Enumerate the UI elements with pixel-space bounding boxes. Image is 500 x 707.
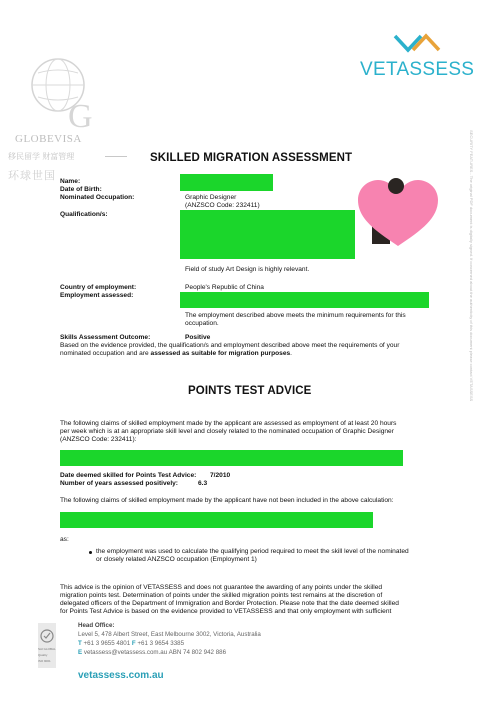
cert-line1: SAI GLOBAL — [38, 647, 56, 651]
heart-sticker-icon — [354, 176, 442, 248]
globe-watermark-icon — [28, 55, 93, 135]
page-title: SKILLED MIGRATION ASSESSMENT — [150, 152, 353, 164]
bullet-line2: or closely related ANZSCO occupation (Employment 1) — [96, 556, 257, 563]
watermark-line3: 环球世国 — [8, 170, 56, 182]
redaction-name — [180, 174, 273, 191]
points-paragraph-line2: per week which is at an appropriate skill level and closely related to the nominated occupation of Graphic Designer — [60, 428, 394, 435]
country-value: People's Republic of China — [185, 284, 264, 291]
redaction-points-employment — [60, 450, 403, 466]
outcome-line2-a: nominated occupation and are — [60, 350, 151, 357]
years-value: 6.3 — [198, 480, 208, 487]
employment-note-line1: The employment described above meets the minimum requirements for this — [185, 312, 406, 319]
redaction-qualification — [180, 210, 355, 259]
cert-line3: ISO 9001 — [38, 659, 51, 663]
employment-note-line2: occupation. — [185, 320, 219, 327]
fax-number: +61 3 9654 3385 — [137, 639, 185, 647]
footer-email-row — [78, 649, 261, 658]
advice-line4: for Points Test Advice is based on the evidence provided to VETASSESS and that only employment with sufficient — [60, 608, 392, 615]
country-label: Country of employment: — [60, 284, 137, 291]
watermark-line2: 移民留学 财富管理 — [8, 152, 75, 161]
footer-contact — [78, 622, 261, 658]
advice-line2: migration points test. Determination of points under the skilled migration points test remains at the discretion of — [60, 592, 383, 599]
outcome-line2-b: assessed as suitable for migration purposes — [150, 350, 291, 357]
head-office-label: Head Office: — [78, 622, 115, 629]
bullet-dot — [89, 551, 92, 554]
vetassess-logo — [360, 30, 480, 85]
fax-label: F — [131, 639, 136, 647]
phone-label: T — [78, 639, 82, 647]
cert-mark-icon — [38, 627, 56, 645]
outcome-value: Positive — [185, 334, 211, 341]
email-abn: vetassess@vetassess.com.au ABN 74 802 942 886 — [83, 648, 227, 656]
cert-line2: Quality — [38, 653, 48, 657]
footer-address: Level 5, 478 Albert Street, East Melbourne 3002, Victoria, Australia — [78, 630, 261, 638]
phone-number: +61 3 9655 4801 — [83, 639, 131, 647]
outcome-label: Skills Assessment Outcome: — [60, 334, 151, 341]
watermark — [8, 55, 130, 195]
advice-line1: This advice is the opinion of VETASSESS and does not guarantee the awarding of any points under the skilled — [60, 584, 383, 591]
not-included-text: The following claims of skilled employment made by the applicant have not been included in the above calculation: — [60, 497, 394, 504]
occupation-label: Nominated Occupation: — [60, 194, 135, 201]
as-label: as: — [60, 536, 69, 543]
points-paragraph-line1: The following claims of skilled employment made by the applicant are assessed as employment of at least 20 hours — [60, 420, 397, 427]
logo-mark-icon — [393, 30, 443, 56]
qualification-note: Field of study Art Design is highly relevant. — [185, 266, 310, 273]
outcome-paragraph-line1: Based on the evidence provided, the qualification/s and employment described above meet the requirements of your — [60, 342, 400, 349]
footer-phone-row — [78, 640, 261, 649]
redaction-excluded-employment — [60, 512, 373, 528]
certification-badge — [38, 623, 56, 668]
deemed-date-label: Date deemed skilled for Points Test Advice: — [60, 472, 197, 479]
points-title: POINTS TEST ADVICE — [188, 385, 312, 397]
outcome-paragraph-line2 — [60, 350, 292, 358]
redaction-employment — [180, 292, 429, 308]
name-label: Name: — [60, 178, 81, 185]
occupation-value-line2: (ANZSCO Code: 232411) — [185, 202, 260, 209]
years-label: Number of years assessed positively: — [60, 480, 179, 487]
svg-text:G: G — [68, 98, 93, 135]
watermark-dash — [105, 156, 127, 157]
qualification-label: Qualification/s: — [60, 211, 108, 218]
employment-label: Employment assessed: — [60, 292, 134, 299]
logo-text: VETASSESS — [360, 59, 475, 80]
security-sidebar: SECURITY FEATURES - The original PDF document is digitally signed. If concerned about the authenticity of this document please contact VETASSESS — [469, 130, 474, 402]
watermark-brand: GLOBEVISA — [15, 133, 82, 145]
bullet-line1: the employment was used to calculate the qualifying period required to meet the skill level of the nominated — [96, 548, 409, 555]
footer-website[interactable]: vetassess.com.au — [78, 670, 164, 681]
deemed-date-value: 7/2010 — [210, 472, 231, 479]
advice-line3: delegated officers of the Department of Immigration and Border Protection. Please note that the date deemed skilled — [60, 600, 399, 607]
dob-label: Date of Birth: — [60, 186, 102, 193]
outcome-line2-c: . — [290, 350, 293, 357]
email-label: E — [78, 648, 83, 656]
points-paragraph-line3: (ANZSCO Code: 232411): — [60, 436, 137, 443]
occupation-value-line1: Graphic Designer — [185, 194, 237, 201]
